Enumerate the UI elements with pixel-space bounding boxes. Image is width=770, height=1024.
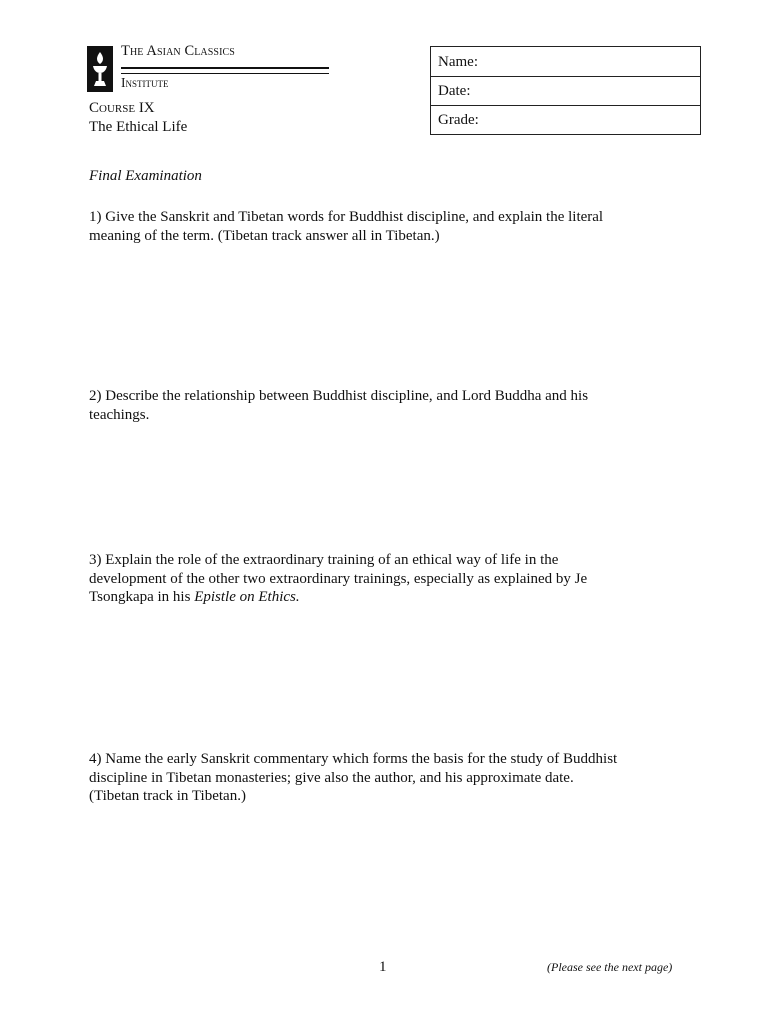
institute-name-line1: The Asian Classics [121, 43, 235, 59]
page-number: 1 [379, 959, 387, 975]
question-3-line-1: 3) Explain the role of the extraordinary training of an ethical way of life in the [89, 552, 559, 568]
lamp-flame-icon [87, 46, 113, 92]
header-double-rule [121, 67, 329, 74]
question-2-line-2: teachings. [89, 406, 150, 423]
question-3-line-3 [89, 588, 680, 607]
name-label: Name: [438, 54, 478, 70]
exam-heading: Final Examination [89, 168, 202, 184]
course-title: The Ethical Life [89, 119, 188, 135]
question-3 [89, 551, 680, 607]
question-4 [89, 750, 680, 806]
grade-field[interactable] [431, 106, 700, 134]
epistle-title: Epistle on Ethics. [194, 589, 300, 605]
question-1-line-1: 1) Give the Sanskrit and Tibetan words for Buddhist discipline, and explain the literal [89, 209, 604, 225]
question-2-line-1: 2) Describe the relationship between Buddhist discipline, and Lord Buddha and his [89, 388, 589, 404]
question-4-line-1: 4) Name the early Sanskrit commentary which forms the basis for the study of Buddhist [89, 751, 618, 767]
name-field[interactable] [431, 47, 700, 77]
question-3-line-3-prefix: Tsongkapa in his [89, 589, 195, 605]
question-1 [89, 208, 680, 245]
institute-name-line2: Institute [121, 75, 169, 90]
next-page-note: (Please see the next page) [547, 960, 673, 974]
student-info-box [430, 46, 701, 135]
question-3-line-2: development of the other two extraordinary trainings, especially as explained by Je [89, 570, 588, 587]
question-4-line-3: (Tibetan track in Tibetan.) [89, 788, 246, 804]
question-4-line-2: discipline in Tibetan monasteries; give also the author, and his approximate date. [89, 769, 574, 786]
date-field[interactable] [431, 77, 700, 106]
question-2 [89, 387, 680, 424]
date-label: Date: [438, 83, 471, 99]
grade-label: Grade: [438, 112, 479, 128]
course-code: Course IX [89, 100, 155, 116]
question-1-line-2: meaning of the term. (Tibetan track answer all in Tibetan.) [89, 227, 440, 244]
